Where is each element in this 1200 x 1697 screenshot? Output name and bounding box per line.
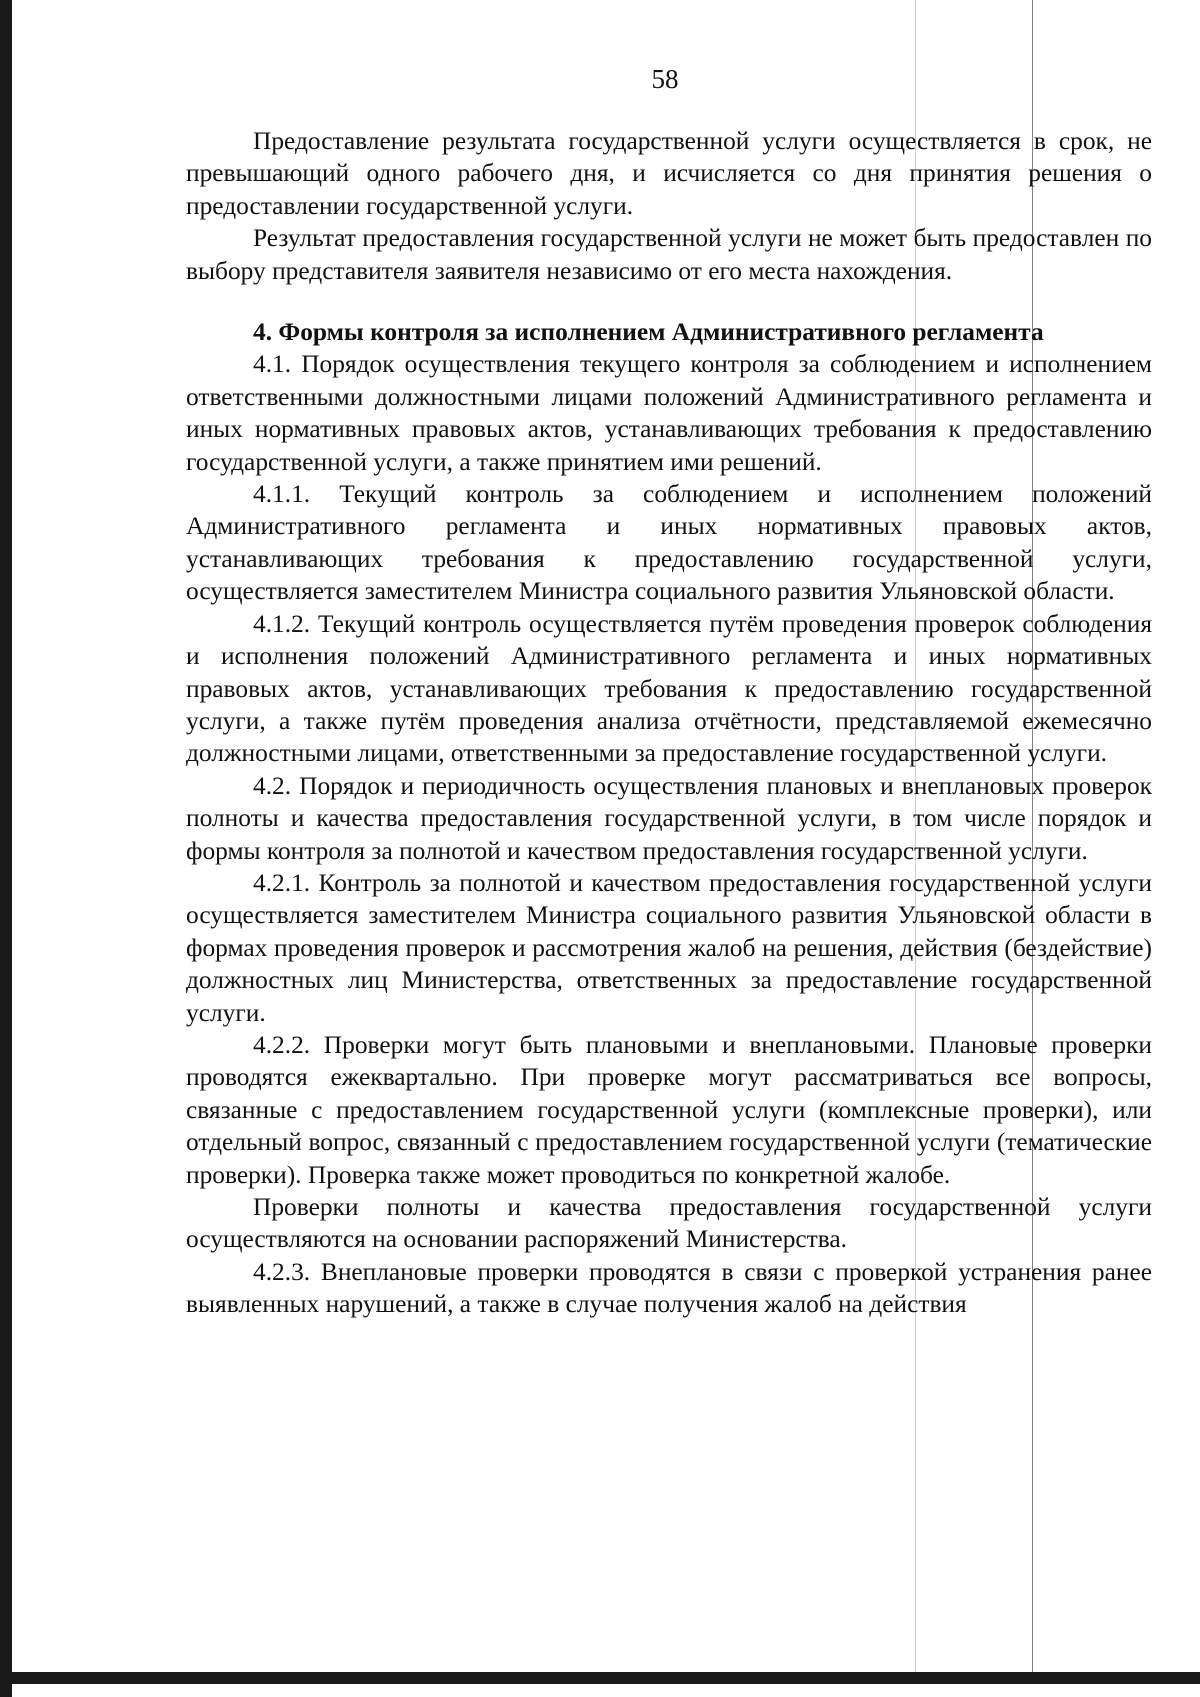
paragraph-4-1: 4.1. Порядок осуществления текущего контроля за соблюдением и исполнением ответственными должностными лицами положений Административного регламента и иных нормативных правовых актов, устанавливающих требования к предоставлению государственной услуги, а также принятием ими решений. bbox=[186, 350, 1152, 476]
paragraph-4-2-2: 4.2.2. Проверки могут быть плановыми и внеплановыми. Плановые проверки проводятся ежеквартально. При проверке могут рассматриваться все вопросы, связанные с предоставлением государственной услуги (комплексные проверки), или отдельный вопрос, связанный с предоставлением государственной услуги (тематические проверки). Проверка также может проводиться по конкретной жалобе. bbox=[186, 1030, 1152, 1189]
paragraph-4-1-2: 4.1.2. Текущий контроль осуществляется путём проведения проверок соблюдения и исполнения положений Административного регламента и иных нормативных правовых актов, устанавливающих требования к предоставлению государственной услуги, а также путём проведения анализа отчётности, представляемой ежемесячно должностными лицами, ответственными за предоставление государственной услуги. bbox=[186, 609, 1152, 768]
document-body bbox=[186, 125, 1152, 1321]
paragraph-result-location: Результат предоставления государственной услуги не может быть предоставлен по выбору представителя заявителя независимо от его места нахождения. bbox=[186, 224, 1152, 285]
scan-bottom-edge bbox=[0, 1672, 1200, 1684]
paragraph-4-2-3: 4.2.3. Внеплановые проверки проводятся в связи с проверкой устранения ранее выявленных нарушений, а также в случае получения жалоб на действия bbox=[186, 1257, 1152, 1319]
page-number: 58 bbox=[651, 64, 679, 94]
paragraph-4-1-1: 4.1.1. Текущий контроль за соблюдением и исполнением положений Административного регламента и иных нормативных правовых актов, устанавливающих требования к предоставлению государственной услуги, осуществляется заместителем Министра социального развития Ульяновской области. bbox=[186, 480, 1152, 606]
paragraph-4-2-1: 4.2.1. Контроль за полнотой и качеством предоставления государственной услуги осуществляется заместителем Министра социального развития Ульяновской области в формах проведения проверок и рассмотрения жалоб на решения, действия (бездействие) должностных лиц Министерства, ответственных за предоставление государственной услуги. bbox=[186, 868, 1152, 1027]
paragraph-checks-basis: Проверки полноты и качества предоставления государственной услуги осуществляются на основании распоряжений Министерства. bbox=[186, 1193, 1152, 1254]
scan-left-edge bbox=[0, 0, 12, 1697]
section-heading-4: 4. Формы контроля за исполнением Административного регламента bbox=[253, 318, 1044, 347]
paragraph-4-2: 4.2. Порядок и периодичность осуществления плановых и внеплановых проверок полноты и качества предоставления государственной услуги, в том числе порядок и формы контроля за полнотой и качеством предоставления государственной услуги. bbox=[186, 771, 1152, 865]
paragraph-result-term: Предоставление результата государственной услуги осуществляется в срок, не превышающий одного рабочего дня, и исчисляется со дня принятия решения о предоставлении государственной услуги. bbox=[186, 127, 1152, 220]
